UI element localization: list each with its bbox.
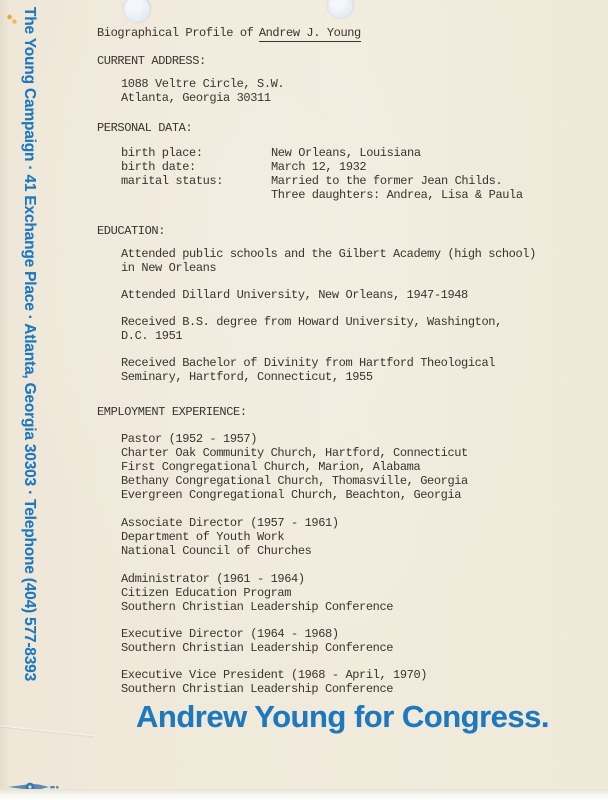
education-line: Attended public schools and the Gilbert Academy (high school) [121, 247, 536, 261]
personal-data-row [121, 160, 585, 174]
education-entry [121, 356, 585, 384]
job-entry [121, 432, 585, 502]
job-entry [121, 627, 585, 655]
job-line: Southern Christian Leadership Conference [121, 682, 394, 696]
job-title-line: Executive Vice President (1968 - April, 1970) [121, 668, 428, 682]
education-line: in New Orleans [121, 261, 217, 275]
field-value: Married to the former Jean Childs. [271, 174, 503, 188]
address-line: Atlanta, Georgia 30311 [121, 91, 271, 105]
job-line: Department of Youth Work [121, 530, 285, 544]
job-title-line: Pastor (1952 - 1957) [121, 432, 258, 446]
personal-data-row [121, 174, 585, 188]
current-address-block [121, 77, 585, 105]
education-line: Attended Dillard University, New Orleans, 1947-1948 [121, 288, 468, 302]
hole-punch-left [123, 0, 151, 23]
job-entry [121, 516, 585, 558]
job-line: Citizen Education Program [121, 586, 292, 600]
job-title-line: Executive Director (1964 - 1968) [121, 627, 339, 641]
job-line: National Council of Churches [121, 544, 312, 558]
job-line: First Congregational Church, Marion, Alabama [121, 460, 421, 474]
field-label: birth place: [121, 146, 203, 160]
job-entry [121, 668, 585, 696]
title-subject-name: Andrew J. Young [258, 26, 361, 40]
section-heading-employment: EMPLOYMENT EXPERIENCE: [97, 405, 247, 419]
education-entry [121, 247, 585, 275]
personal-data-row [121, 146, 585, 160]
letterhead-sidebar-text: The Young Campaign · 41 Exchange Place · Atlanta, Georgia 30303 · Telephone (404) 577-8393 [21, 7, 38, 681]
field-value: Three daughters: Andrea, Lisa & Paula [271, 188, 523, 202]
job-line: Evergreen Congregational Church, Beachton, Georgia [121, 488, 462, 502]
page-title [97, 26, 585, 40]
field-value: March 12, 1932 [271, 160, 367, 174]
field-label: marital status: [121, 174, 224, 188]
section-heading-personal-data: PERSONAL DATA: [97, 121, 193, 135]
education-line: Received B.S. degree from Howard University, Washington, [121, 315, 502, 329]
job-entry [121, 572, 585, 614]
title-prefix: Biographical Profile of [97, 26, 254, 40]
section-heading-current-address: CURRENT ADDRESS: [97, 54, 206, 68]
education-line: Received Bachelor of Divinity from Hartford Theological [121, 356, 496, 370]
section-heading-education: EDUCATION: [97, 224, 166, 238]
campaign-slogan: Andrew Young for Congress. [136, 699, 549, 734]
typed-document-body [97, 26, 585, 696]
field-value: New Orleans, Louisiana [271, 146, 421, 160]
job-line: Southern Christian Leadership Conference [121, 600, 394, 614]
job-title-line: Associate Director (1957 - 1961) [121, 516, 339, 530]
field-label [121, 188, 271, 202]
personal-data-row [121, 188, 585, 202]
education-entry [121, 288, 585, 302]
job-line: Bethany Congregational Church, Thomasville, Georgia [121, 474, 468, 488]
education-line: D.C. 1951 [121, 329, 183, 343]
job-title-line: Administrator (1961 - 1964) [121, 572, 305, 586]
personal-data-block [121, 146, 585, 202]
job-line: Charter Oak Community Church, Hartford, Connecticut [121, 446, 468, 460]
education-entry [121, 315, 585, 343]
paper-bottom-edge [0, 789, 608, 800]
job-line: Southern Christian Leadership Conference [121, 641, 394, 655]
hole-punch-right [327, 0, 354, 19]
address-line: 1088 Veltre Circle, S.W. [121, 77, 285, 91]
education-line: Seminary, Hartford, Connecticut, 1955 [121, 370, 373, 384]
field-label: birth date: [121, 160, 196, 174]
